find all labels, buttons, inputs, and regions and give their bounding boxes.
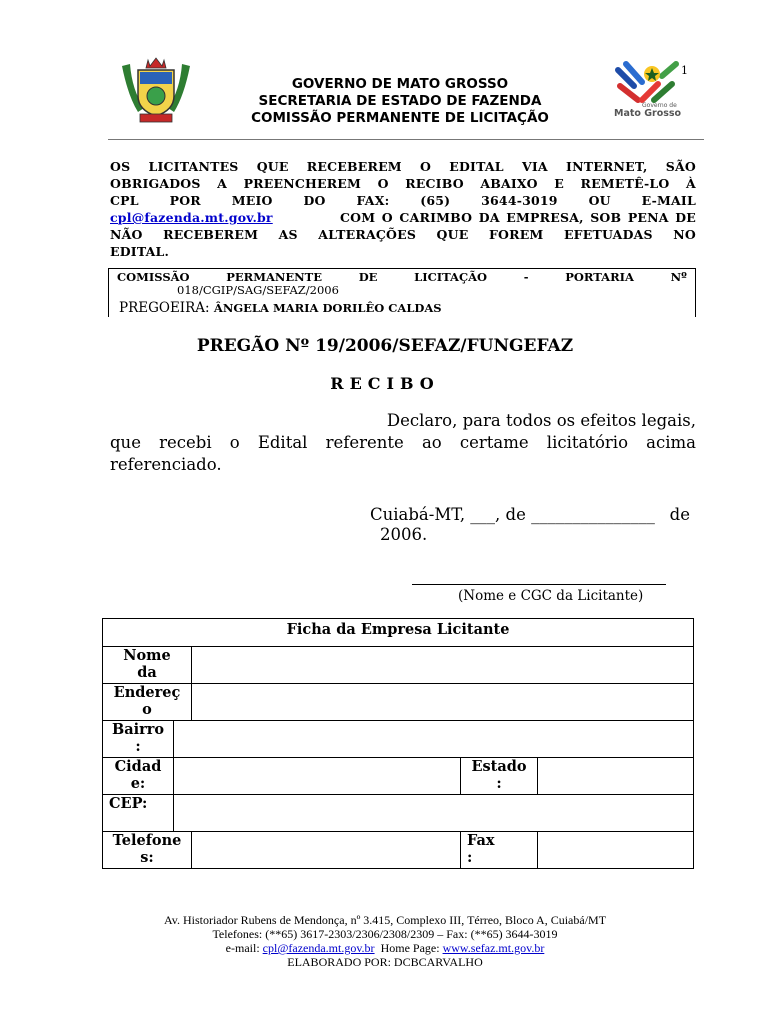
warning-word: E xyxy=(554,176,564,191)
warning-word: RECIBO xyxy=(405,176,464,191)
warning-word: À xyxy=(686,176,696,191)
footer-address: Av. Historiador Rubens de Mendonça, nº 3.415, Complexo III, Térreo, Bloco A, Cuiabá/MT xyxy=(163,913,607,927)
label-bairro: Bairro : xyxy=(103,721,174,758)
declaration-word: recebi xyxy=(159,433,212,452)
footer-home-label: Home Page: xyxy=(380,941,440,955)
declaration-line-3: referenciado. xyxy=(110,455,222,474)
warning-word: A xyxy=(217,176,228,191)
bairro-field[interactable] xyxy=(174,721,694,758)
footer-home-link[interactable]: www.sefaz.mt.gov.br xyxy=(442,941,545,955)
warning-line-4 xyxy=(110,209,696,226)
warning-word: OS xyxy=(110,159,131,174)
warning-word: FAX: xyxy=(356,193,390,208)
pregoeira-label: PREGOEIRA: xyxy=(119,300,210,316)
warning-word: FOREM xyxy=(488,227,544,242)
declaration-line-2 xyxy=(110,432,696,454)
declaration-word: o xyxy=(229,433,240,452)
warning-word: MEIO xyxy=(231,193,273,208)
warning-notice xyxy=(110,158,696,260)
cep-field[interactable] xyxy=(174,795,694,832)
page-number: 1 xyxy=(681,64,688,77)
warning-word: PREENCHEREM xyxy=(243,176,362,191)
label-endereco: Endereç o xyxy=(103,684,192,721)
warning-word: RECEBEREM xyxy=(306,159,402,174)
place-date-year: 2006. xyxy=(380,525,428,544)
warning-word: VIA xyxy=(521,159,548,174)
footer xyxy=(0,913,770,969)
footer-contact xyxy=(0,941,770,955)
warning-line-5 xyxy=(110,226,696,243)
warning-word: OU xyxy=(588,193,611,208)
warning-word: EFETUADAS xyxy=(563,227,653,242)
nome-field[interactable] xyxy=(192,647,694,684)
commission-word: - xyxy=(523,270,529,284)
form-title: Ficha da Empresa Licitante xyxy=(286,621,510,638)
email-link[interactable]: cpl@fazenda.mt.gov.br xyxy=(110,210,273,225)
label-nome: Nome da xyxy=(103,647,192,684)
warning-word: ABAIXO xyxy=(480,176,538,191)
label-cep: CEP: xyxy=(103,795,174,832)
commission-word: DE xyxy=(358,270,378,284)
endereco-field[interactable] xyxy=(192,684,694,721)
commission-word: PORTARIA xyxy=(565,270,634,284)
warning-word: CPL xyxy=(110,193,139,208)
warning-word: AS xyxy=(278,227,298,242)
declaration-word: ao xyxy=(421,433,442,452)
telefones-field[interactable] xyxy=(192,832,461,869)
declaration-word: que xyxy=(110,433,141,452)
footer-elaborado: ELABORADO POR: DCBCARVALHO xyxy=(287,955,483,969)
warning-word: REMETÊ-LO xyxy=(580,176,670,191)
label-cidade: Cidad e: xyxy=(103,758,174,795)
mato-grosso-logo xyxy=(612,60,682,122)
place-date-text: Cuiabá-MT, ___, de _______________ xyxy=(370,505,655,524)
commission-word: LICITAÇÃO xyxy=(414,270,488,284)
commission-word: COMISSÃO xyxy=(117,270,190,284)
pregao-title: PREGÃO Nº 19/2006/SEFAZ/FUNGEFAZ xyxy=(196,336,574,356)
warning-word: SÃO xyxy=(665,159,696,174)
header-secretariat: SECRETARIA DE ESTADO DE FAZENDA xyxy=(258,93,542,109)
logo-caption-bottom: Mato Grosso xyxy=(614,108,682,119)
warning-word: POR xyxy=(169,193,201,208)
declaration-word: Edital xyxy=(257,433,308,452)
state-coat-of-arms xyxy=(118,56,194,126)
footer-email-label: e-mail: xyxy=(225,941,260,955)
declaration-line-1: Declaro, para todos os efeitos legais, xyxy=(386,411,696,430)
warning-line-1 xyxy=(110,158,696,175)
signature-caption: (Nome e CGC da Licitante) xyxy=(458,588,644,604)
declaration-word: licitatório xyxy=(546,433,628,452)
warning-word: O xyxy=(420,159,432,174)
label-estado: Estado : xyxy=(461,758,538,795)
place-date-de: de xyxy=(669,505,690,524)
fax-field[interactable] xyxy=(538,832,694,869)
warning-word: RECEBEREM xyxy=(163,227,259,242)
label-fax: Fax : xyxy=(461,832,538,869)
warning-word: DO xyxy=(303,193,326,208)
cidade-field[interactable] xyxy=(174,758,461,795)
warning-word: NÃO xyxy=(110,227,143,242)
warning-word: EDITAL xyxy=(449,159,504,174)
warning-word: E-MAIL xyxy=(641,193,696,208)
commission-box xyxy=(108,268,696,317)
footer-phones: Telefones: (**65) 3617-2303/2306/2308/2309 – Fax: (**65) 3644-3019 xyxy=(212,927,558,941)
warning-word: QUE xyxy=(256,159,289,174)
footer-email-link[interactable]: cpl@fazenda.mt.gov.br xyxy=(262,941,375,955)
place-date-line xyxy=(370,505,690,524)
header-commission: COMISSÃO PERMANENTE DE LICITAÇÃO xyxy=(251,110,549,126)
form-title-cell xyxy=(103,619,694,647)
warning-word: (65) xyxy=(420,193,451,208)
company-form-table xyxy=(102,618,694,869)
warning-line-2 xyxy=(110,175,696,192)
commission-word: Nº xyxy=(670,270,687,284)
warning-line-4-text: COM O CARIMBO DA EMPRESA, SOB PENA DE xyxy=(339,210,696,225)
signature-line xyxy=(412,584,666,585)
warning-word: O xyxy=(377,176,389,191)
warning-line-3 xyxy=(110,192,696,209)
warning-word: NO xyxy=(673,227,696,242)
commission-header-row xyxy=(109,269,695,284)
commission-word: PERMANENTE xyxy=(226,270,322,284)
warning-word: INTERNET, xyxy=(566,159,648,174)
warning-word: 3644-3019 xyxy=(481,193,558,208)
declaration-word: referente xyxy=(325,433,404,452)
warning-word: QUE xyxy=(436,227,469,242)
pregoeira-row xyxy=(109,299,695,317)
warning-word: ALTERAÇÕES xyxy=(318,227,417,242)
header-divider xyxy=(108,139,704,140)
portaria-number: 018/CGIP/SAG/SEFAZ/2006 xyxy=(177,283,339,297)
warning-word: OBRIGADOS xyxy=(110,176,201,191)
pregoeira-name: ÂNGELA MARIA DORILÊO CALDAS xyxy=(213,301,442,315)
declaration-word: acima xyxy=(646,433,696,452)
declaration-word: certame xyxy=(459,433,529,452)
header-government: GOVERNO DE MATO GROSSO xyxy=(291,76,509,92)
warning-word: LICITANTES xyxy=(148,159,239,174)
recibo-title: RECIBO xyxy=(330,374,440,393)
warning-line-6: EDITAL. xyxy=(110,244,170,259)
label-telefones: Telefone s: xyxy=(103,832,192,869)
estado-field[interactable] xyxy=(538,758,694,795)
logo-caption-top: Governo de xyxy=(642,102,677,109)
